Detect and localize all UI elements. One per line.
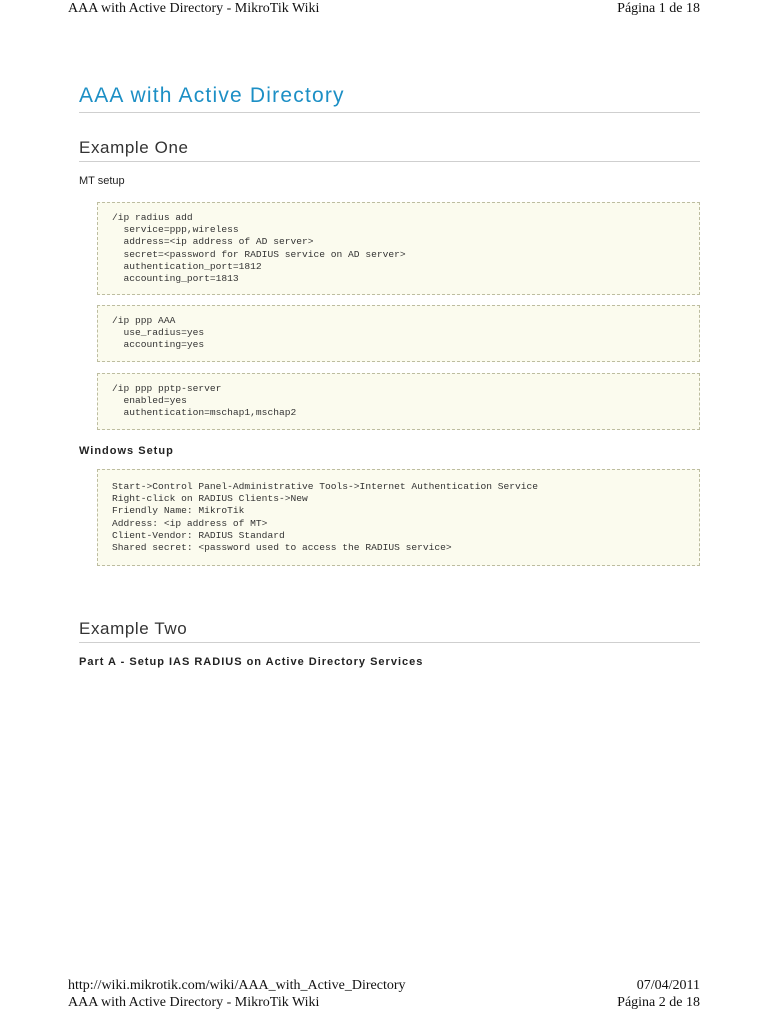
code-block-windows-setup: Start->Control Panel-Administrative Tools->Internet Authentication Service Right-click on RADIUS Clients->New Friendly Name: MikroTik Address: <ip address of MT> Client-Vendor: RADIUS Standard Shared secret: <password used to access the RADIUS service> (97, 469, 700, 566)
header-page-number: Página 1 de 18 (617, 1, 700, 16)
print-footer (68, 977, 700, 1011)
heading-example-two: Example Two (79, 619, 700, 643)
part-a-label: Part A - Setup IAS RADIUS on Active Directory Services (79, 656, 424, 668)
footer-page-number: Página 2 de 18 (617, 995, 700, 1010)
print-header (68, 1, 700, 17)
windows-setup-label: Windows Setup (79, 445, 174, 457)
footer-url: http://wiki.mikrotik.com/wiki/AAA_with_Active_Directory (68, 978, 406, 993)
header-title: AAA with Active Directory - MikroTik Wiki (68, 1, 320, 16)
heading-example-one: Example One (79, 138, 700, 162)
mt-setup-label: MT setup (79, 175, 125, 187)
code-block-ppp-aaa: /ip ppp AAA use_radius=yes accounting=yes (97, 305, 700, 362)
code-block-radius: /ip radius add service=ppp,wireless address=<ip address of AD server> secret=<password for RADIUS service on AD server> authentication_port=1812 accounting_port=1813 (97, 202, 700, 295)
code-block-pptp-server: /ip ppp pptp-server enabled=yes authentication=mschap1,mschap2 (97, 373, 700, 430)
footer-date: 07/04/2011 (636, 978, 700, 993)
page-title: AAA with Active Directory (79, 84, 700, 113)
footer-title: AAA with Active Directory - MikroTik Wiki (68, 995, 320, 1010)
